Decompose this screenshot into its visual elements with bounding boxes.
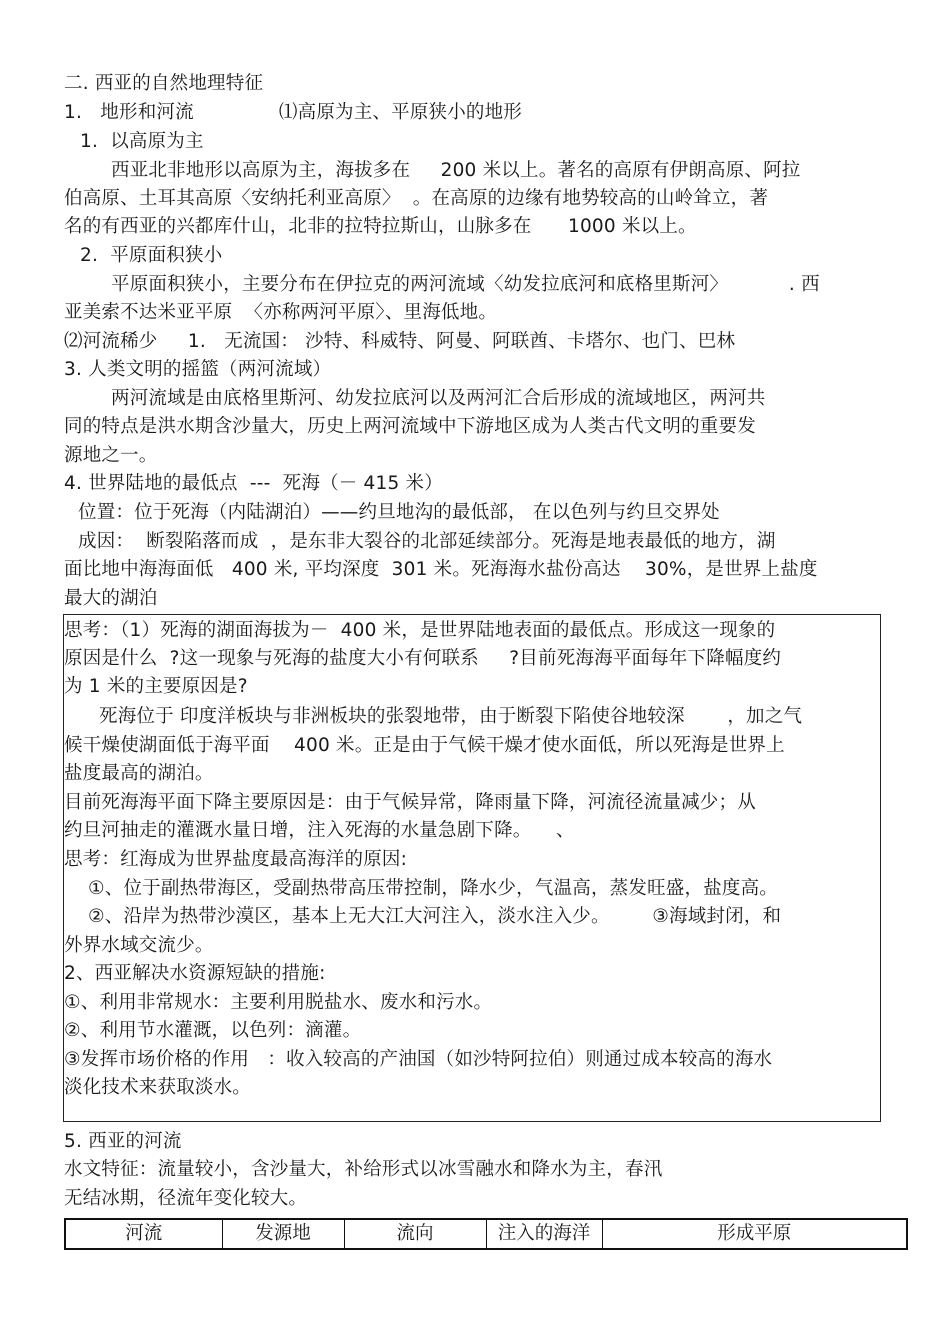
thinking-box	[63, 614, 881, 1122]
text-line: 外界水域交流少。	[64, 935, 214, 956]
text-line: ②、利用节水灌溉，以色列：滴灌。	[64, 1020, 362, 1041]
table-header-cell: 发源地	[222, 1219, 344, 1249]
text-line: 伯高原、土耳其高原〈安纳托利亚高原〉 。在高原的边缘有地势较高的山岭耸立，著	[64, 188, 769, 209]
text-line: 源地之一。	[64, 445, 158, 466]
table-header-cell: 注入的海洋	[486, 1219, 602, 1249]
text-line: 同的特点是洪水期含沙量大，历史上两河流域中下游地区成为人类古代文明的重要发	[64, 416, 756, 437]
table-header-cell: 河流	[65, 1219, 222, 1249]
text-line: 思考：（1）死海的湖面海拔为－ 400 米，是世界陆地表面的最低点。形成这一现象的	[64, 620, 776, 641]
text-line: 4. 世界陆地的最低点 --- 死海（－ 415 米）	[64, 473, 443, 494]
text-line: 2、西亚解决水资源短缺的措施:	[64, 963, 326, 984]
text-line: 5. 西亚的河流	[64, 1131, 182, 1152]
text-line: ①、利用非常规水：主要利用脱盐水、废水和污水。	[64, 992, 493, 1013]
text-line: 2. 平原面积狭小	[80, 245, 223, 266]
text-line: 二. 西亚的自然地理特征	[64, 73, 264, 94]
text-line: 平原面积狭小，主要分布在伊拉克的两河流域〈幼发拉底河和底格里斯河〉 . 西	[111, 274, 820, 295]
text-line: 西亚北非地形以高原为主，海拔多在 200 米以上。著名的高原有伊朗高原、阿拉	[111, 160, 801, 181]
text-line: 成因： 断裂陷落而成 ，是东非大裂谷的北部延续部分。死海是地表最低的地方，湖	[78, 531, 776, 552]
text-line: 为 1 米的主要原因是?	[64, 676, 248, 697]
text-line: 候干燥使湖面低于海平面 400 米。正是由于气候干燥才使水面低，所以死海是世界上	[64, 735, 785, 756]
text-line: 3. 人类文明的摇篮（两河流域）	[64, 359, 332, 380]
table-header-row	[65, 1219, 907, 1249]
text-line: ②、沿岸为热带沙漠区，基本上无大江大河注入，淡水注入少。 ③海域封闭，和	[88, 906, 782, 927]
river-table	[64, 1218, 908, 1250]
text-line: 思考：红海成为世界盐度最高海洋的原因:	[64, 849, 408, 870]
text-line: 名的有西亚的兴都库什山，北非的拉特拉斯山，山脉多在 1000 米以上。	[64, 216, 697, 237]
text-line: 死海位于 印度洋板块与非洲板块的张裂地带，由于断裂下陷使谷地较深 ，加之气	[99, 706, 803, 727]
text-line: 两河流域是由底格里斯河、幼发拉底河以及两河汇合后形成的流域地区，两河共	[111, 388, 766, 409]
text-line: 淡化技术来获取淡水。	[64, 1077, 252, 1098]
text-line: 1. 地形和河流 ⑴高原为主、平原狭小的地形	[64, 102, 523, 123]
text-line: 亚美索不达米亚平原 〈亦称两河平原〉、里海低地。	[64, 302, 498, 323]
text-line: 约旦河抽走的灌溉水量日增，注入死海的水量急剧下降。 、	[64, 820, 575, 841]
text-line: 最大的湖泊	[64, 588, 158, 609]
text-line: ①、位于副热带海区，受副热带高压带控制，降水少，气温高，蒸发旺盛，盐度高。	[88, 878, 778, 899]
text-line: 面比地中海海面低 400 米, 平均深度 301 米。死海海水盐份高达 30%，是世界上盐度	[64, 559, 818, 580]
text-line: 目前死海海平面下降主要原因是：由于气候异常，降雨量下降，河流径流量减少；从	[64, 792, 756, 813]
text-line: 1. 以高原为主	[80, 131, 204, 152]
table-header-cell: 流向	[344, 1219, 486, 1249]
text-line: 水文特征：流量较小，含沙量大，补给形式以冰雪融水和降水为主，春汛	[64, 1159, 663, 1180]
text-line: ③发挥市场价格的作用 ：收入较高的产油国（如沙特阿拉伯）则通过成本较高的海水	[64, 1049, 773, 1070]
text-line: 原因是什么 ?这一现象与死海的盐度大小有何联系 ?目前死海海平面每年下降幅度约	[64, 648, 782, 669]
text-line: 无结冰期，径流年变化较大。	[64, 1188, 308, 1209]
text-line: ⑵河流稀少 1. 无流国： 沙特、科威特、阿曼、阿联酋、卡塔尔、也门、巴林	[64, 331, 736, 352]
text-line: 盐度最高的湖泊。	[64, 763, 214, 784]
text-line: 位置：位于死海（内陆湖泊）——约旦地沟的最低部， 在以色列与约旦交界处	[78, 502, 720, 523]
table-header-cell: 形成平原	[602, 1219, 907, 1249]
